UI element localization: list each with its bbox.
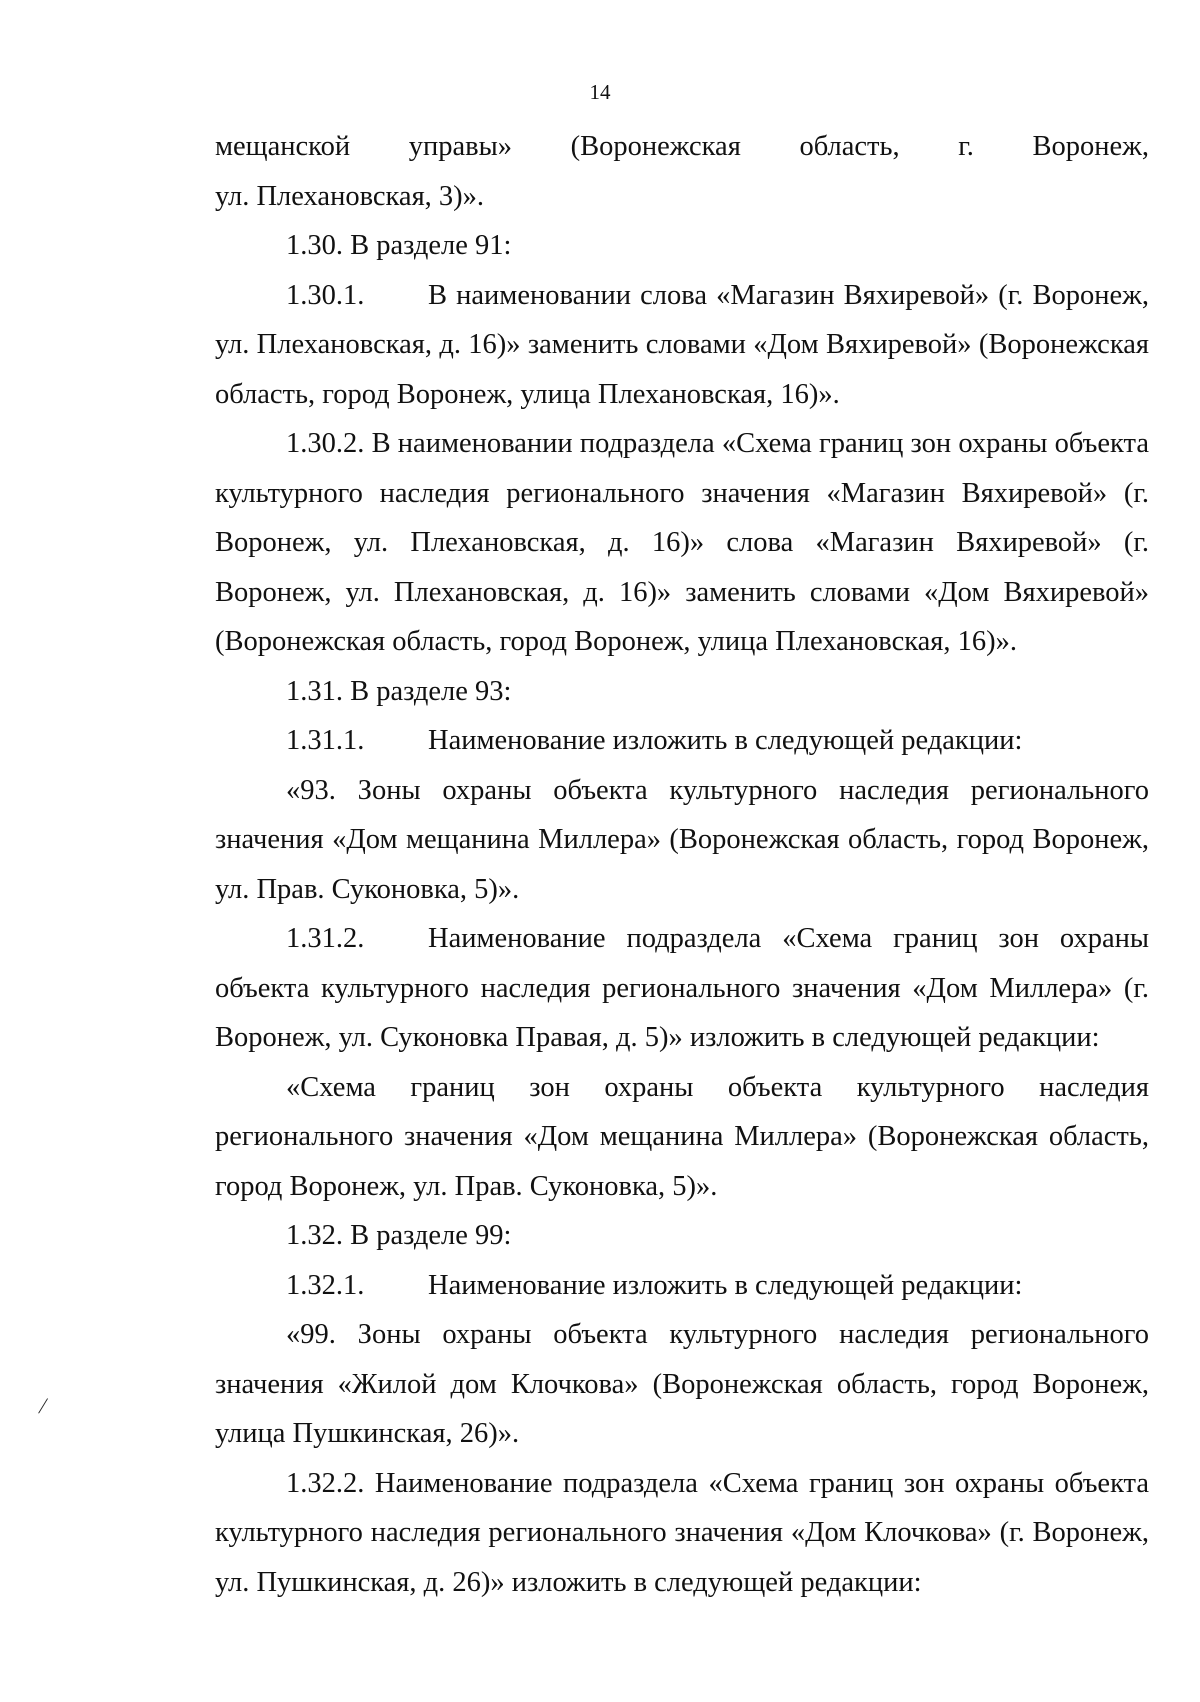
item-number: 1.31.1. — [286, 725, 365, 756]
item-text: Наименование изложить в следующей редакции: — [428, 725, 1023, 756]
margin-pen-mark: / — [36, 1393, 50, 1418]
paragraph-continuation-end: ул. Плехановская, 3)». — [215, 180, 485, 212]
item-1-32-2: 1.32.2. Наименование подраздела «Схема границ зон охраны объекта культурного наследия регионального значения «Дом Клочкова» (г. Воронеж, ул. Пушкинская, д. 26)» изложить в следующей редакции: — [215, 1467, 1149, 1598]
paragraph-continuation-line: мещанской управы» (Воронежская область, г. Воронеж, — [215, 131, 1149, 162]
quote-99-title: «99. Зоны охраны объекта культурного наследия регионального значения «Жилой дом Клочкова» (Воронежская область, город Воронеж, улица Пушкинская, 26)». — [215, 1319, 1149, 1449]
item-text: Наименование подраздела «Схема границ зон охраны объекта культурного наследия регионального значения «Дом Миллера» (г. Воронеж, ул. Суконовка Правая, д. 5)» изложить в следующей редакции: — [215, 923, 1149, 1053]
section-93-heading: 1.31. В разделе 93: — [286, 675, 512, 707]
item-number: 1.30.1. — [286, 279, 365, 311]
section-99-heading: 1.32. В разделе 99: — [286, 1220, 512, 1251]
item-number: 1.32.1. — [286, 1269, 365, 1301]
item-text: В наименовании слова «Магазин Вяхиревой» (г. Воронеж, ул. Плехановская, д. 16)» заменить словами «Дом Вяхиревой» (Воронежская область, город Воронеж, улица Плехановская, 16)». — [215, 279, 1149, 410]
page-number: 14 — [589, 80, 611, 104]
item-text: Наименование изложить в следующей редакции: — [428, 1269, 1023, 1301]
quote-scheme-93: «Схема границ зон охраны объекта культурного наследия регионального значения «Дом мещанина Миллера» (Воронежская область, город Воронеж, ул. Прав. Суконовка, 5)». — [215, 1071, 1149, 1202]
item-1-30-2: 1.30.2. В наименовании подраздела «Схема границ зон охраны объекта культурного наследия регионального значения «Магазин Вяхиревой» (г. Воронеж, ул. Плехановская, д. 16)» слова «Магазин Вяхиревой» (г. Воронеж, ул. Плехановская, д. 16)» заменить словами «Дом Вяхиревой» (Воронежская область, город Воронеж, улица Плехановская, 16)». — [215, 428, 1149, 657]
item-1-32-1 — [215, 1261, 1149, 1311]
item-number: 1.31.2. — [286, 923, 365, 954]
section-91-heading: 1.30. В разделе 91: — [286, 230, 512, 261]
item-1-31-1 — [215, 716, 1149, 766]
document-body — [215, 122, 1149, 1607]
item-1-30-1 — [215, 271, 1149, 420]
item-1-31-2 — [215, 914, 1149, 1063]
quote-93-title: «93. Зоны охраны объекта культурного наследия регионального значения «Дом мещанина Миллера» (Воронежская область, город Воронеж, ул. Прав. Суконовка, 5)». — [215, 774, 1149, 905]
